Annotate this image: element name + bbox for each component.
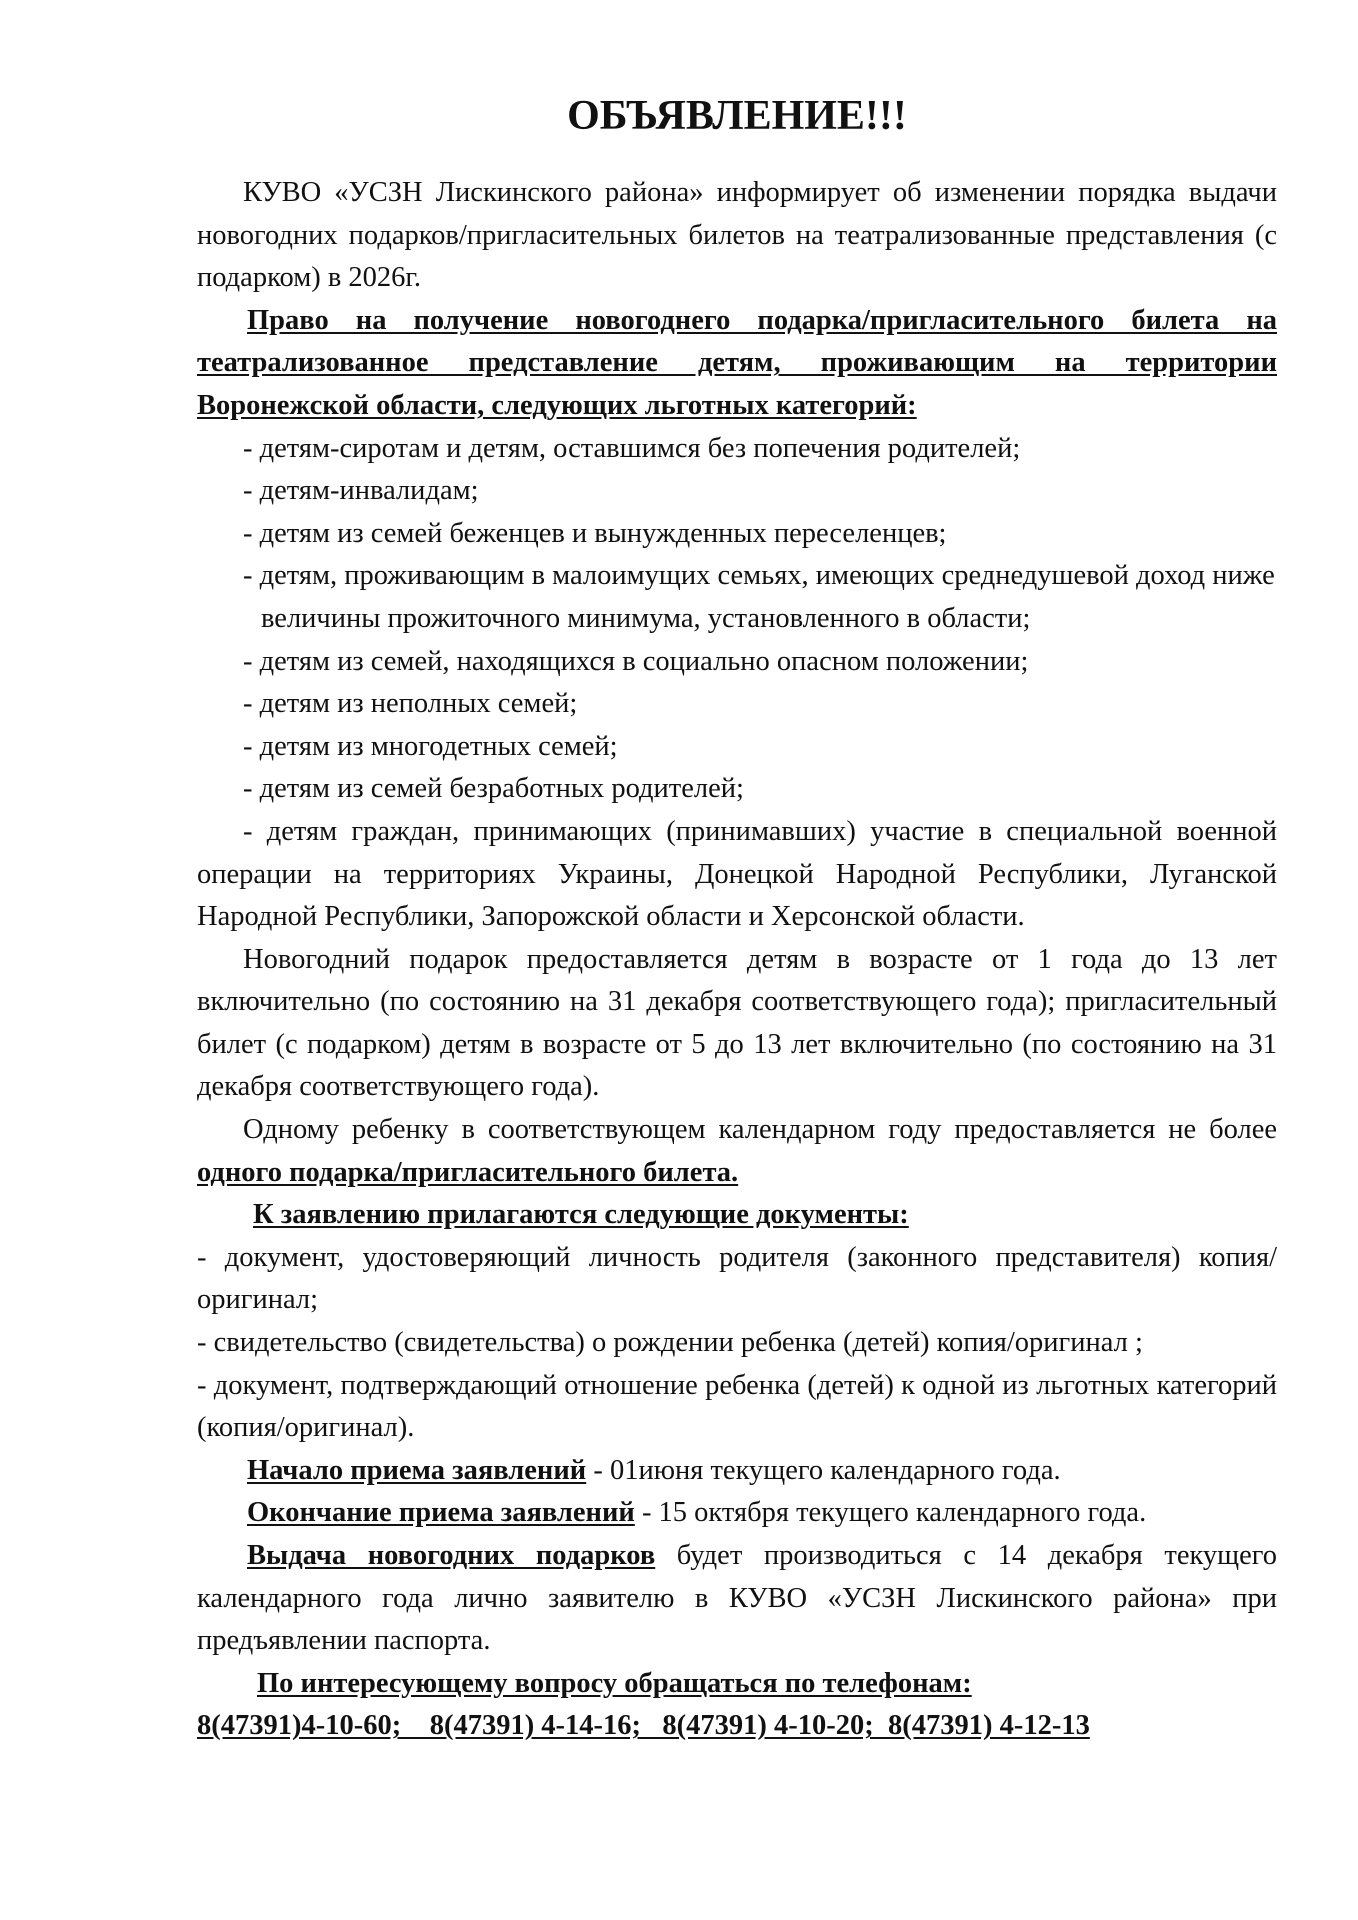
issue-paragraph	[197, 1535, 1277, 1663]
svo-item: - детям граждан, принимающих (принимавших) участие в специальной военной операции на территориях Украины, Донецкой Народной Республики, Луганской Народной Республики, Запорожской области и Херсонской области.	[197, 815, 1277, 933]
list-item: - детям из семей беженцев и вынужденных переселенцев;	[243, 517, 947, 549]
end-label: Окончание приема заявлений	[247, 1497, 635, 1529]
eligibility-heading: Право на получение новогоднего подарка/пригласительного билета на театрализованное представление детям, проживающим на территории Воронежской области, следующих льготных категорий:	[197, 304, 1277, 421]
list-item: - документ, подтверждающий отношение ребенка (детей) к одной из льготных категорий (копия/оригинал).	[197, 1369, 1277, 1444]
list-item: - детям-инвалидам;	[243, 475, 479, 507]
age-paragraph: Новогодний подарок предоставляется детям в возрасте от 1 года до 13 лет включительно (по состоянию на 31 декабря соответствующего года); пригласительный билет (с подарком) детям в возрасте от 5 до 13 лет включительно (по состоянию на 31 декабря соответствующего года).	[197, 943, 1277, 1103]
end-text: - 15 октября текущего календарного года.	[634, 1497, 1147, 1529]
list-item: - детям из семей безработных родителей;	[243, 773, 744, 805]
start-paragraph	[197, 1450, 1277, 1493]
list-item: - детям, проживающим в малоимущих семьях, имеющих среднедушевой доход ниже величины прожиточного минимума, установленного в области;	[243, 560, 1275, 634]
list-item: - детям из неполных семей;	[243, 688, 578, 720]
list-item: - детям из семей, находящихся в социально опасном положении;	[243, 645, 1029, 677]
list-item: - детям-сиротам и детям, оставшимся без попечения родителей;	[243, 432, 1021, 464]
phone-numbers: 8(47391)4-10-60; 8(47391) 4-14-16; 8(47391) 4-10-20; 8(47391) 4-12-13	[197, 1710, 1090, 1742]
end-paragraph	[197, 1492, 1277, 1535]
limit-emphasis: одного подарка/пригласительного билета.	[197, 1156, 739, 1188]
list-item: - свидетельство (свидетельства) о рождении ребенка (детей) копия/оригинал ;	[197, 1327, 1143, 1359]
documents-list	[197, 1237, 1277, 1450]
categories-list	[197, 428, 1277, 811]
issue-label: Выдача новогодних подарков	[247, 1540, 656, 1571]
limit-paragraph	[197, 1109, 1277, 1194]
documents-heading: К заявлению прилагаются следующие документы:	[253, 1199, 909, 1231]
start-label: Начало приема заявлений	[247, 1454, 587, 1486]
limit-text: Одному ребенку в соответствующем календарном году предоставляется не более	[243, 1114, 1277, 1146]
list-item: - документ, удостоверяющий личность родителя (законного представителя) копия/оригинал;	[197, 1241, 1277, 1316]
contact-heading: По интересующему вопросу обращаться по телефонам:	[257, 1667, 972, 1699]
announcement-page	[197, 88, 1277, 1748]
list-item: - детям из многодетных семей;	[243, 730, 618, 762]
page-title: ОБЪЯВЛЕНИЕ!!!	[567, 93, 907, 139]
start-text: - 01июня текущего календарного года.	[586, 1454, 1061, 1486]
intro-paragraph: КУВО «УСЗН Лискинского района» информирует об изменении порядка выдачи новогодних подарков/пригласительных билетов на театрализованные представления (с подарком) в 2026г.	[197, 177, 1277, 294]
issue-text: будет производиться с 14 декабря текущего календарного года лично заявителю в КУВО «УСЗН Лискинского района» при предъявлении паспорта.	[197, 1540, 1277, 1657]
